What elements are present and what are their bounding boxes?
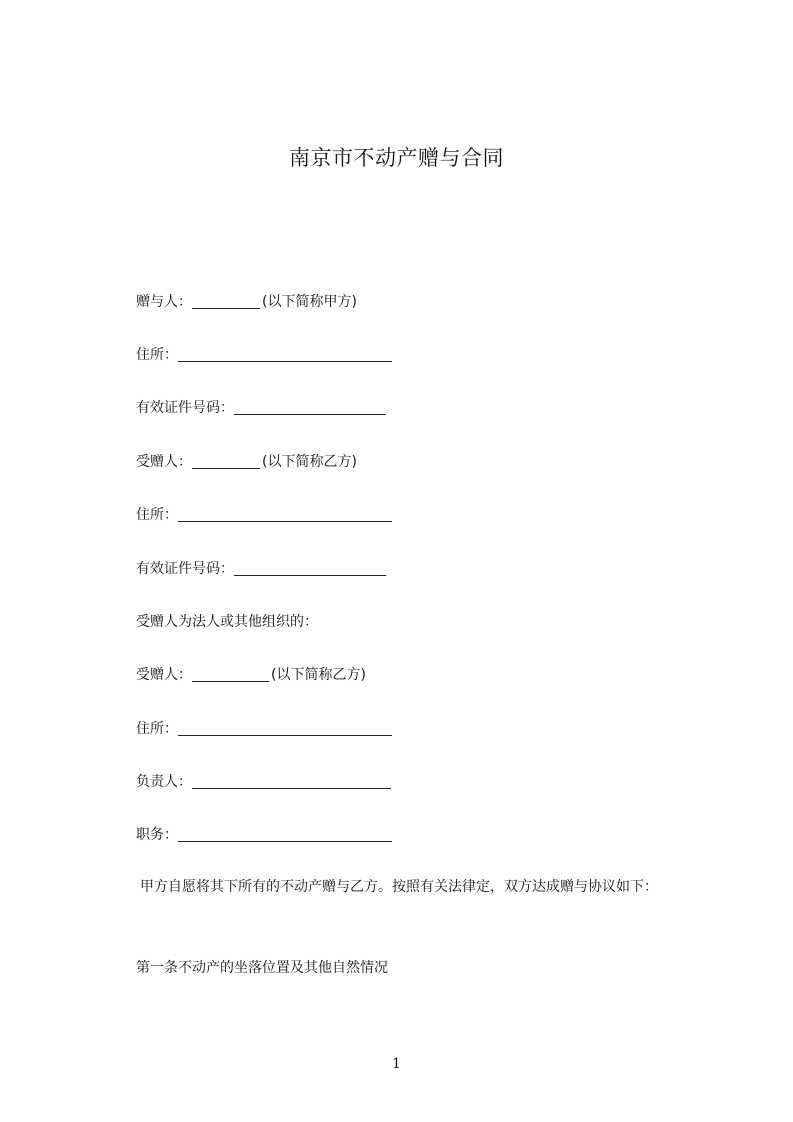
org-responsible-line (136, 773, 393, 791)
org-intro-text: 受赠人为法人或其他组织的： (136, 614, 318, 630)
org-donee-line (136, 666, 366, 684)
org-donee-name-blank[interactable] (192, 667, 269, 682)
org-donee-note: (以下简称乙方) (271, 667, 366, 683)
donor-note: (以下简称甲方) (262, 294, 357, 310)
donee-note: (以下简称乙方) (262, 454, 357, 470)
article-1-heading: 第一条不动产的坐落位置及其他自然情况 (136, 960, 388, 976)
donor-line (136, 293, 357, 311)
donor-name-blank[interactable] (192, 294, 260, 309)
donee-address-line (136, 506, 394, 524)
org-position-blank[interactable] (178, 827, 392, 842)
donee-line (136, 453, 357, 471)
donor-id-blank[interactable] (234, 400, 386, 415)
donor-address-line (136, 346, 394, 364)
document-title: 南京市不动产赠与合同 (289, 146, 504, 170)
donee-address-blank[interactable] (178, 507, 392, 522)
donor-id-line (136, 399, 388, 417)
org-position-line (136, 826, 394, 844)
org-position-label: 职务： (136, 827, 178, 843)
donee-name-blank[interactable] (192, 454, 260, 469)
org-address-line (136, 720, 394, 738)
donor-id-label: 有效证件号码： (136, 400, 234, 416)
donee-address-label: 住所： (136, 507, 178, 523)
org-intro-line (136, 613, 318, 631)
donor-address-blank[interactable] (178, 347, 392, 362)
org-address-blank[interactable] (178, 721, 392, 736)
page-number: 1 (392, 1056, 401, 1072)
donor-address-label: 住所： (136, 347, 178, 363)
donee-id-line (136, 560, 388, 578)
donee-id-label: 有效证件号码： (136, 561, 234, 577)
org-responsible-label: 负责人： (136, 774, 192, 790)
donee-label: 受赠人： (136, 454, 192, 470)
org-responsible-blank[interactable] (192, 774, 391, 789)
donor-label: 赠与人： (136, 294, 192, 310)
org-address-label: 住所： (136, 721, 178, 737)
intro-paragraph: 甲方自愿将其下所有的不动产赠与乙方。按照有关法律定，双方达成赠与协议如下： (140, 879, 658, 895)
donee-id-blank[interactable] (234, 561, 386, 576)
org-donee-label: 受赠人： (136, 667, 192, 683)
